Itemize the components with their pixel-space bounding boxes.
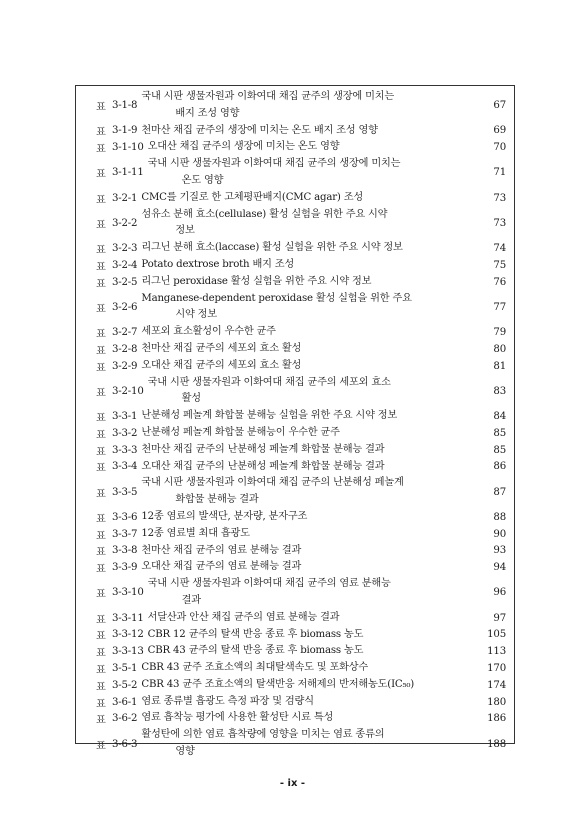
page-ref: 73 — [493, 192, 506, 204]
table-prefix: 표 — [96, 513, 106, 525]
toc-entry — [96, 727, 506, 761]
table-prefix: 표 — [96, 631, 106, 643]
toc-entry — [96, 475, 506, 509]
table-title — [141, 459, 472, 476]
page-ref: 67 — [493, 100, 506, 112]
table-title-line: 국내 시판 생물자원과 이화여대 채집 균주의 난분해성 페놀계 — [141, 477, 404, 489]
table-number: 3-2-1 — [112, 192, 138, 204]
page-ref: 90 — [493, 528, 506, 540]
page-ref: 77 — [493, 301, 506, 313]
toc-entry — [96, 207, 506, 241]
toc-entry — [96, 677, 506, 694]
table-title — [141, 526, 472, 543]
page-ref: 174 — [487, 679, 506, 691]
page-ref: 71 — [493, 167, 506, 179]
toc-entry — [96, 190, 506, 207]
page-ref: 80 — [493, 343, 506, 355]
table-number: 3-5-1 — [112, 662, 138, 674]
table-number: 3-2-9 — [112, 360, 138, 372]
toc-entry — [96, 139, 506, 156]
table-title-line: 12종 염료별 최대 흡광도 — [141, 527, 250, 539]
toc-entry — [96, 559, 506, 576]
table-title-line: 활성 — [181, 393, 201, 405]
table-title-line: CBR 12 균주의 탈색 반응 종료 후 biomass 농도 — [147, 628, 364, 640]
table-prefix: 표 — [96, 648, 106, 660]
table-title-line: 염료 종류별 흡광도 측정 파장 및 검량식 — [141, 695, 314, 707]
table-number: 3-3-6 — [112, 511, 138, 523]
page-ref: 93 — [493, 545, 506, 557]
table-prefix: 표 — [96, 564, 106, 576]
page-ref: 170 — [487, 662, 506, 674]
table-title-line: 국내 시판 생물자원과 이화여대 채집 균주의 염료 분해능 — [147, 578, 391, 590]
table-number: 3-2-7 — [112, 327, 138, 339]
table-title — [141, 677, 472, 694]
table-prefix: 표 — [96, 102, 106, 114]
table-number: 3-1-8 — [112, 100, 138, 112]
table-prefix: 표 — [96, 589, 106, 601]
table-number: 3-1-11 — [112, 167, 144, 179]
table-title-line: 난분해성 페놀계 화합물 분해능 실험을 위한 주요 시약 정보 — [141, 410, 398, 422]
page-ref: 79 — [493, 327, 506, 339]
toc-box — [75, 85, 515, 758]
table-number: 3-3-12 — [112, 629, 144, 641]
table-title — [141, 694, 472, 711]
toc-entry — [96, 274, 506, 291]
table-prefix: 표 — [96, 614, 106, 626]
toc-entry — [96, 610, 506, 627]
toc-entry — [96, 442, 506, 459]
table-title — [141, 341, 472, 358]
table-title — [141, 291, 472, 325]
toc-list — [96, 89, 506, 761]
page-ref: 113 — [487, 646, 506, 658]
table-title — [148, 576, 472, 610]
toc-entry — [96, 459, 506, 476]
table-title-line: 오대산 채집 균주의 염료 분해능 결과 — [141, 561, 302, 573]
table-prefix: 표 — [96, 547, 106, 559]
page-ref: 69 — [493, 125, 506, 137]
table-title — [141, 710, 472, 727]
toc-entry — [96, 324, 506, 341]
table-title-line: Potato dextrose broth 배지 조성 — [141, 258, 295, 270]
table-number: 3-3-13 — [112, 646, 144, 658]
table-title-line: 오대산 채집 균주의 생장에 미치는 온도 영향 — [147, 141, 340, 153]
table-title-line: 국내 시판 생물자원과 이화여대 채집 균주의 세포외 효소 — [147, 376, 391, 388]
page-ref: 96 — [493, 587, 506, 599]
table-title-line: 결과 — [181, 594, 201, 606]
table-prefix: 표 — [96, 127, 106, 139]
table-prefix: 표 — [96, 664, 106, 676]
table-title — [148, 627, 472, 644]
table-number: 3-5-2 — [112, 679, 138, 691]
table-number: 3-3-9 — [112, 562, 138, 574]
table-prefix: 표 — [96, 303, 106, 315]
table-number: 3-2-4 — [112, 259, 138, 271]
page-ref: 186 — [487, 713, 506, 725]
table-title — [141, 660, 472, 677]
table-prefix: 표 — [96, 278, 106, 290]
table-title — [148, 139, 472, 156]
toc-entry — [96, 425, 506, 442]
table-prefix: 표 — [96, 144, 106, 156]
toc-entry — [96, 627, 506, 644]
table-prefix: 표 — [96, 429, 106, 441]
table-prefix: 표 — [96, 740, 106, 752]
table-number: 3-2-8 — [112, 343, 138, 355]
toc-entry — [96, 358, 506, 375]
table-title-line: 정보 — [175, 225, 195, 237]
table-number: 3-1-9 — [112, 125, 138, 137]
table-number: 3-2-2 — [112, 217, 138, 229]
table-prefix: 표 — [96, 345, 106, 357]
table-title-line: CBR 43 균주 조효소액의 탈색반응 저해제의 반저해농도(IC₅₀) — [141, 678, 415, 690]
table-number: 3-6-2 — [112, 713, 138, 725]
table-number: 3-1-10 — [112, 142, 144, 154]
table-prefix: 표 — [96, 681, 106, 693]
table-title-line: 천마산 채집 균주의 난분해성 페놀계 화합물 분해능 결과 — [141, 443, 385, 455]
table-title — [141, 509, 472, 526]
page-ref: 105 — [487, 629, 506, 641]
table-prefix: 표 — [96, 387, 106, 399]
toc-entry — [96, 408, 506, 425]
table-number: 3-2-5 — [112, 276, 138, 288]
table-title — [141, 543, 472, 560]
toc-entry — [96, 643, 506, 660]
table-title — [141, 727, 472, 761]
table-prefix: 표 — [96, 261, 106, 273]
page-ref: 87 — [493, 486, 506, 498]
table-title-line: 천마산 채집 균주의 염료 분해능 결과 — [141, 544, 302, 556]
table-title — [148, 643, 472, 660]
table-title-line: 온도 영향 — [181, 174, 224, 186]
table-number: 3-3-2 — [112, 427, 138, 439]
table-title-line: CMC를 기질로 한 고체평판배지(CMC agar) 조성 — [141, 191, 363, 203]
table-title-line: 배지 조성 영향 — [175, 107, 240, 119]
page-ref: 86 — [493, 461, 506, 473]
table-title-line: 세포외 효소활성이 우수한 균주 — [141, 326, 276, 338]
table-title-line: 오대산 채집 균주의 난분해성 페놀계 화합물 분해능 결과 — [141, 460, 385, 472]
table-prefix: 표 — [96, 329, 106, 341]
toc-entry — [96, 240, 506, 257]
table-title-line: 염료 흡착능 평가에 사용한 활성탄 시료 특성 — [141, 712, 334, 724]
table-title — [141, 358, 472, 375]
table-title-line: 천마산 채집 균주의 세포외 효소 활성 — [141, 342, 302, 354]
table-number: 3-3-3 — [112, 444, 138, 456]
table-title-line: 시약 정보 — [175, 309, 217, 321]
table-title-line: CBR 43 균주 조효소액의 최대탈색속도 및 포화상수 — [141, 662, 369, 674]
table-title — [141, 442, 472, 459]
table-title — [141, 324, 472, 341]
table-number: 3-3-4 — [112, 461, 138, 473]
table-title — [141, 425, 472, 442]
table-title — [148, 156, 472, 190]
page-ref: 84 — [493, 411, 506, 423]
page-ref: 85 — [493, 444, 506, 456]
table-prefix: 표 — [96, 715, 106, 727]
table-title-line: 활성탄에 의한 염료 흡착량에 영향을 미치는 염료 종류의 — [141, 729, 385, 741]
table-title — [141, 559, 472, 576]
page-ref: 85 — [493, 427, 506, 439]
table-prefix: 표 — [96, 463, 106, 475]
table-title — [148, 375, 472, 409]
toc-entry — [96, 375, 506, 409]
table-prefix: 표 — [96, 446, 106, 458]
table-prefix: 표 — [96, 245, 106, 257]
table-number: 3-3-10 — [112, 587, 144, 599]
toc-entry — [96, 291, 506, 325]
table-title-line: 천마산 채집 균주의 생장에 미치는 온도 배지 조성 영향 — [141, 124, 378, 136]
page-ref: 83 — [493, 385, 506, 397]
page-number: - ix - — [279, 778, 306, 789]
table-title — [141, 475, 472, 509]
table-title-line: 섬유소 분해 효소(cellulase) 활성 실험을 위한 주요 시약 — [141, 208, 388, 220]
toc-entry — [96, 660, 506, 677]
table-number: 3-3-11 — [112, 612, 144, 624]
page-ref: 74 — [493, 243, 506, 255]
toc-entry — [96, 543, 506, 560]
page-ref: 73 — [493, 217, 506, 229]
toc-entry — [96, 694, 506, 711]
table-title — [141, 89, 472, 123]
table-number: 3-3-5 — [112, 486, 138, 498]
table-title-line: CBR 43 균주의 탈색 반응 종료 후 biomass 농도 — [147, 645, 364, 657]
table-title-line: 서달산과 안산 채집 균주의 염료 분해능 결과 — [147, 611, 340, 623]
table-prefix: 표 — [96, 488, 106, 500]
toc-entry — [96, 89, 506, 123]
page-ref: 88 — [493, 511, 506, 523]
table-title-line: 영향 — [175, 746, 195, 758]
table-title-line: 난분해성 페놀계 화합물 분해능이 우수한 균주 — [141, 426, 340, 438]
table-prefix: 표 — [96, 362, 106, 374]
table-title — [141, 190, 472, 207]
table-number: 3-2-3 — [112, 243, 138, 255]
table-prefix: 표 — [96, 413, 106, 425]
table-title-line: 오대산 채집 균주의 세포외 효소 활성 — [141, 359, 302, 371]
toc-entry — [96, 509, 506, 526]
table-title — [141, 274, 472, 291]
table-title-line: 리그닌 peroxidase 활성 실험을 위한 주요 시약 정보 — [141, 275, 372, 287]
page-ref: 97 — [493, 612, 506, 624]
toc-entry — [96, 710, 506, 727]
table-title — [141, 207, 472, 241]
table-prefix: 표 — [96, 530, 106, 542]
table-number: 3-2-10 — [112, 385, 144, 397]
table-title — [141, 257, 472, 274]
table-prefix: 표 — [96, 219, 106, 231]
table-title — [148, 610, 472, 627]
table-prefix: 표 — [96, 194, 106, 206]
table-number: 3-3-7 — [112, 528, 138, 540]
page-ref: 94 — [493, 562, 506, 574]
toc-entry — [96, 156, 506, 190]
table-title — [141, 240, 472, 257]
table-title-line: 국내 시판 생물자원과 이화여대 채집 균주의 생장에 미치는 — [147, 158, 401, 170]
toc-entry — [96, 257, 506, 274]
table-prefix: 표 — [96, 698, 106, 710]
table-title — [141, 123, 472, 140]
page-ref: 180 — [487, 696, 506, 708]
page-ref: 76 — [493, 276, 506, 288]
page-ref: 75 — [493, 259, 506, 271]
table-number: 3-3-8 — [112, 545, 138, 557]
toc-entry — [96, 526, 506, 543]
table-title-line: 화합물 분해능 결과 — [175, 494, 259, 506]
table-title-line: 12종 염료의 발색단, 분자량, 분자구조 — [141, 510, 308, 522]
page-ref: 81 — [493, 360, 506, 372]
table-number: 3-6-1 — [112, 696, 138, 708]
page-ref: 188 — [487, 738, 506, 750]
table-title-line: 국내 시판 생물자원과 이화여대 채집 균주의 생장에 미치는 — [141, 91, 394, 102]
toc-entry — [96, 576, 506, 610]
page-ref: 70 — [493, 142, 506, 154]
toc-entry — [96, 341, 506, 358]
toc-entry — [96, 123, 506, 140]
table-prefix: 표 — [96, 169, 106, 181]
table-number: 3-2-6 — [112, 301, 138, 313]
table-title-line: 리그닌 분해 효소(laccase) 활성 실험을 위한 주요 시약 정보 — [141, 242, 403, 254]
table-title — [141, 408, 472, 425]
table-number: 3-3-1 — [112, 411, 138, 423]
table-title-line: Manganese-dependent peroxidase 활성 실험을 위한 주요 — [141, 292, 412, 304]
table-number: 3-6-3 — [112, 738, 138, 750]
